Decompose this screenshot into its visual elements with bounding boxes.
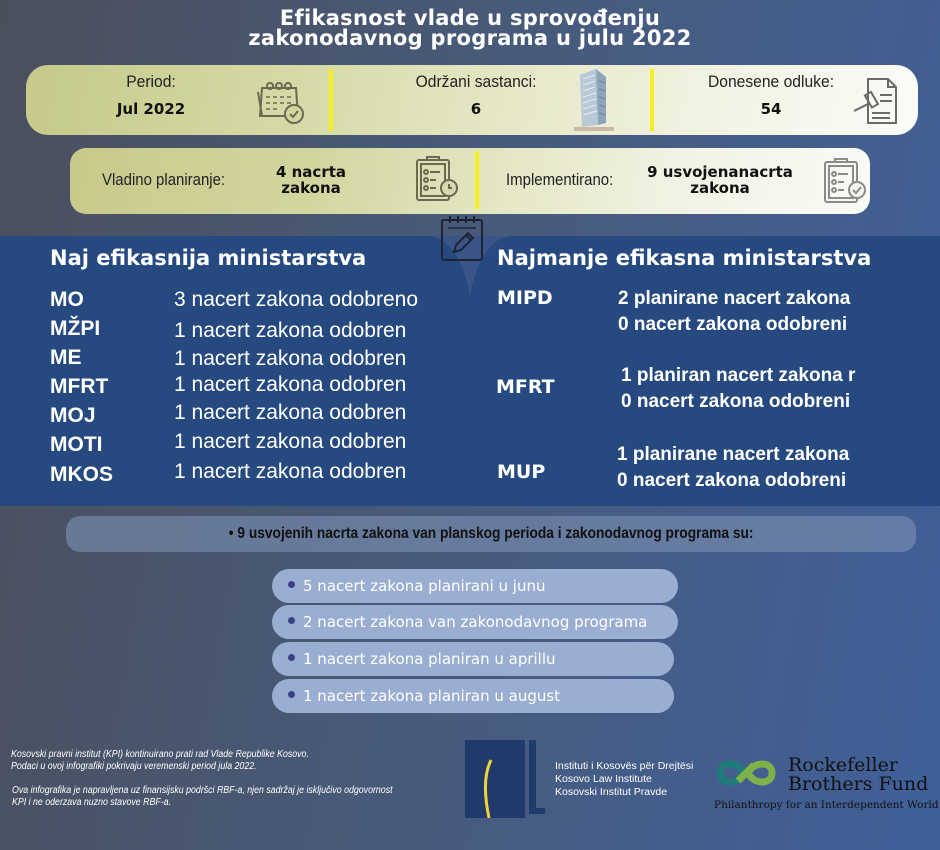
ministry-result: 1 nacert zakona odobren: [174, 373, 407, 396]
least-efficient-title: Najmanje efikasna ministarstva: [497, 246, 872, 270]
bullet-dot: [288, 617, 295, 624]
meetings-label: Održani sastanci:: [415, 72, 537, 91]
ministry-result: 1 nacert zakona odobren: [174, 347, 407, 370]
ministry-result: 1 nacert zakona odobren: [174, 319, 407, 342]
out-of-plan-item: 2 nacert zakona van zakonodavnog programa: [272, 605, 678, 639]
period-label: Period:: [126, 72, 176, 91]
planning-bar: [70, 148, 870, 214]
kli-logo: [465, 740, 545, 818]
ministry-code: MIPD: [497, 287, 553, 309]
implemented-value: 9 usvojenanacrta zakona: [647, 163, 793, 197]
footer-disclaimer: Ova infografika je napravljena uz finansijsku podršci RBF-a, njen sadržaj je isključivo odgovornost KPI i ne oderzava nuzno stavove RBF-a.: [12, 785, 393, 808]
stat-meetings: [396, 65, 556, 135]
ministry-result: 3 nacert zakona odobreno: [174, 288, 419, 311]
decisions-value: 54: [760, 100, 782, 118]
ministry-result: 1 nacert zakona odobren: [174, 430, 407, 453]
footer-note: Kosovski pravni institut (KPI) kontinuirano prati rad Vlade Republike Kosovo. Podaci u ovoj infografiki pokrivaju veremenski period jula 2022.: [11, 749, 309, 772]
title-line-1: Efikasnost vlade u sprovođenju: [279, 6, 661, 30]
ministry-code: MO: [50, 288, 84, 311]
ministry-result: 1 nacert zakona odobren: [174, 401, 407, 424]
clipboard-clock-icon: [414, 154, 460, 209]
implemented-label: Implementirano:: [506, 170, 614, 189]
bullet-dot: [288, 691, 295, 698]
planning-separator: [475, 151, 479, 209]
gavel-document-icon: [850, 75, 900, 132]
planned-value: 4 nacrta zakona: [275, 163, 347, 197]
ministry-result: 1 planirane nacert zakona 0 nacert zakona odobreni: [617, 444, 850, 491]
kli-name: Instituti i Kosovës për Drejtësi Kosovo Law Institute Kosovski Institut Pravde: [555, 760, 694, 798]
ministry-result: 2 planirane nacert zakona 0 nacert zakona odobreni: [618, 288, 851, 335]
out-of-plan-item: 1 nacert zakona planiran u aprillu: [272, 642, 674, 676]
ministry-result: 1 planiran nacert zakona r 0 nacert zakona odobreni: [621, 365, 856, 412]
title-line-2: zakonodavnog programa u julu 2022: [248, 26, 692, 50]
stat-separator: [650, 69, 654, 131]
stat-period: [76, 65, 226, 135]
period-value: Jul 2022: [116, 100, 186, 118]
bullet-dot: [288, 654, 295, 661]
bullet-dot: [288, 581, 295, 588]
ministry-code: MOTI: [50, 433, 103, 456]
rbf-logo-icon: [714, 755, 778, 791]
ministry-code: MŽPI: [50, 317, 101, 340]
notepad-pencil-icon: [440, 214, 484, 267]
infographic-title: [0, 8, 940, 48]
government-building-image: [572, 67, 616, 138]
calendar-check-icon: [254, 80, 308, 131]
stats-bar: [26, 65, 918, 135]
rbf-tagline: Philanthropy for an Interdependent World: [714, 799, 939, 811]
ministry-code: MOJ: [50, 404, 96, 427]
ministry-code: MFRT: [50, 375, 109, 398]
planned-label: Vladino planiranje:: [102, 170, 226, 189]
rbf-name: Rockefeller Brothers Fund: [788, 754, 929, 795]
out-of-plan-item: 1 nacert zakona planiran u august: [272, 679, 674, 713]
meetings-value: 6: [470, 100, 482, 118]
ministry-code: MUP: [497, 461, 546, 483]
out-of-plan-heading: • 9 usvojenih nacrta zakona van planskog perioda i zakonodavnog programa su:: [66, 516, 916, 552]
stat-decisions: [696, 65, 846, 135]
stat-separator: [329, 69, 333, 131]
out-of-plan-item: 5 nacert zakona planirani u junu: [272, 569, 678, 603]
ministry-code: ME: [50, 346, 82, 369]
decisions-label: Donesene odluke:: [707, 72, 835, 91]
ministry-code: MKOS: [50, 463, 113, 486]
ministry-code: MFRT: [496, 376, 555, 398]
ministry-result: 1 nacert zakona odobren: [174, 460, 407, 483]
most-efficient-title: Naj efikasnija ministarstva: [50, 246, 367, 270]
clipboard-check-icon: [822, 156, 868, 211]
